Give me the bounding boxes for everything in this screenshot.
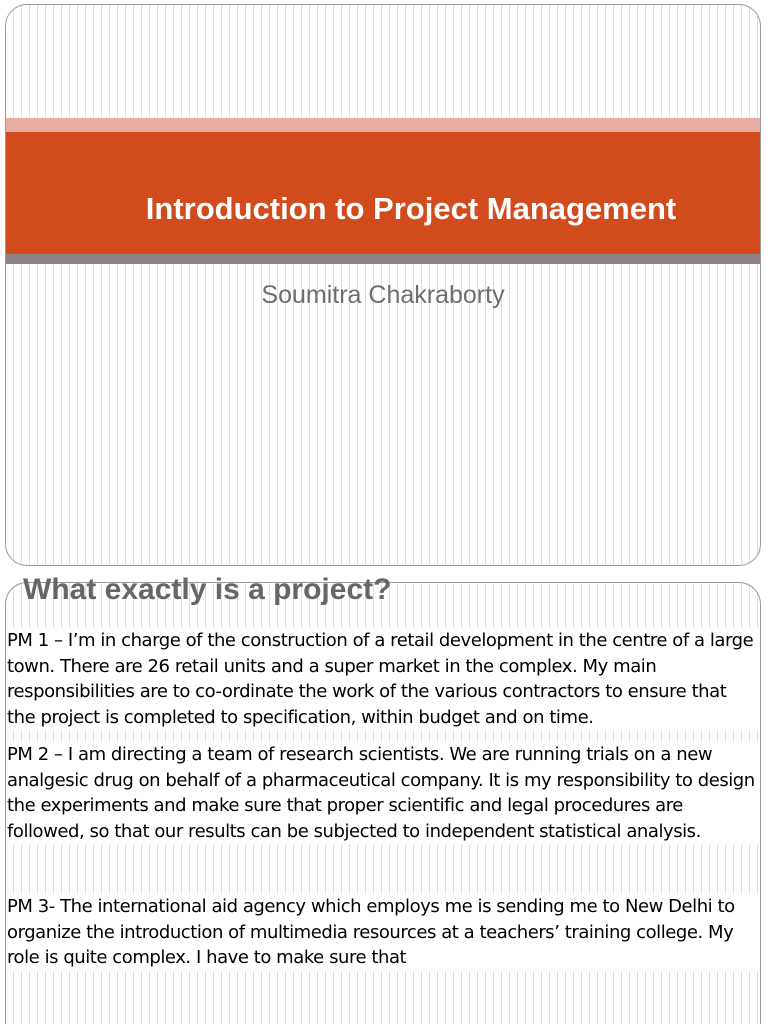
slide-title: Introduction to Project Management bbox=[145, 191, 677, 226]
content-slide-heading: What exactly is a project? bbox=[23, 573, 392, 606]
content-slide-body bbox=[7, 628, 759, 983]
title-band-accent-top bbox=[6, 118, 760, 132]
slide-subtitle: Soumitra Chakraborty bbox=[261, 281, 505, 309]
paragraph-spacer bbox=[7, 856, 759, 894]
paragraph-pm3: PM 3- The international aid agency which employs me is sending me to New Delhi to organize the introduction of multimedia resources at a teachers’ training college. My role is quite complex. I have to make sure that bbox=[7, 894, 759, 971]
title-band-accent-bottom bbox=[6, 254, 760, 264]
paragraph-pm1: PM 1 – I’m in charge of the construction of a retail development in the centre of a large town. There are 26 retail units and a super market in the complex. My main responsibilities are to co-ordinate the work of the various contractors to ensure that the project is completed to specification, within budget and on time. bbox=[7, 628, 759, 730]
title-slide bbox=[5, 4, 761, 566]
paragraph-pm2: PM 2 – I am directing a team of research scientists. We are running trials on a new analgesic drug on behalf of a pharmaceutical company. It is my responsibility to design the experiments and make sure that proper scientific and legal procedures are followed, so that our results can be subjected to independent statistical analysis. bbox=[7, 742, 759, 844]
